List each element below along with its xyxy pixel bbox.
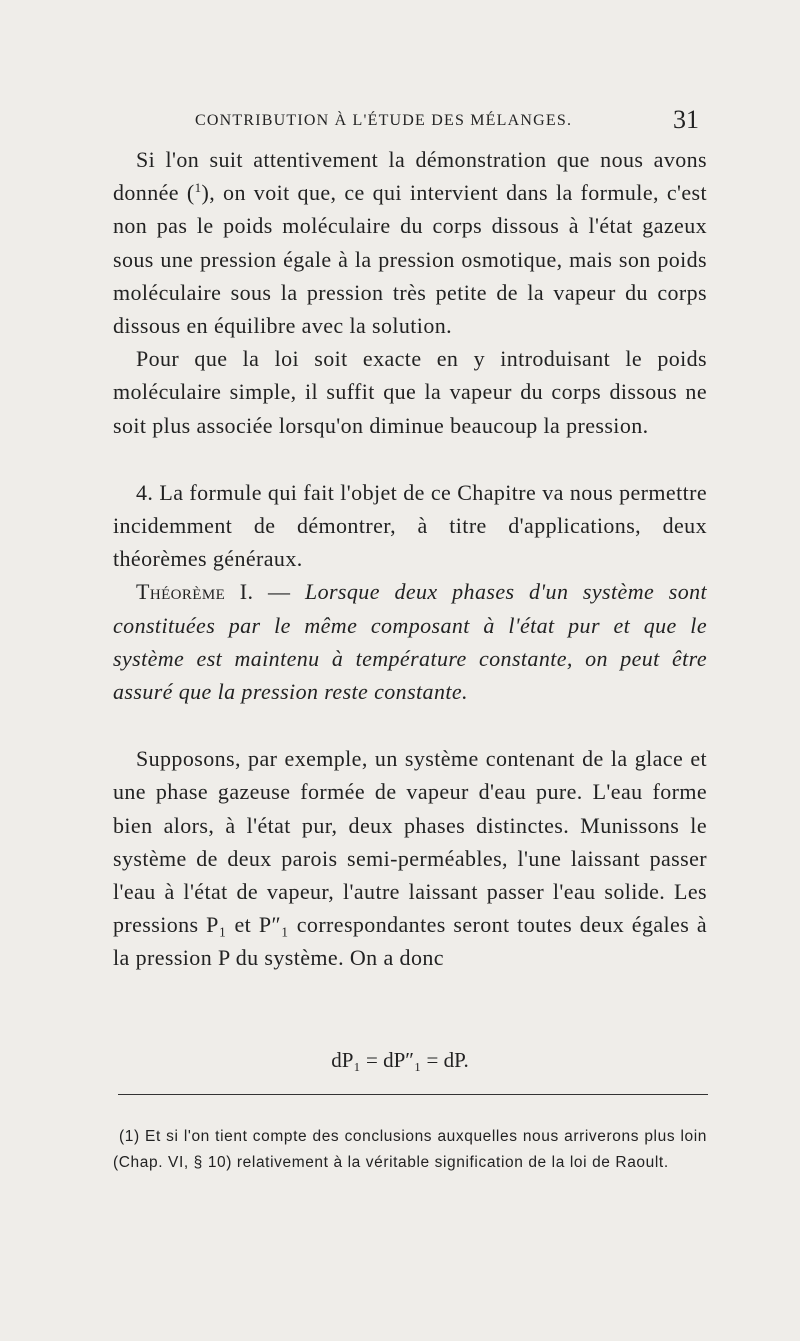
footnote: [113, 1124, 707, 1176]
equation: dP₁ = dP″₁ = dP.: [331, 1048, 469, 1072]
body-text: [113, 143, 707, 975]
paragraph-2: Pour que la loi soit exacte en y introduisant le poids moléculaire simple, il suffit que la vapeur du corps dissous ne soit plus associée lorsqu'on diminue beaucoup la pression.: [113, 346, 707, 438]
section-gap: [113, 708, 707, 742]
page-number: 31: [673, 105, 699, 134]
footnote-text: Et si l'on tient compte des conclusions auxquelles nous arriverons plus loin (Chap. VI, § 10) relativement à la véritable signification de la loi de Raoult.: [113, 1128, 707, 1171]
theorem-1: [113, 575, 707, 708]
footnote-marker: (1): [119, 1128, 140, 1145]
paragraph-5: Supposons, par exemple, un système contenant de la glace et une phase gazeuse formée de vapeur d'eau pure. L'eau forme bien alors, à l'état pur, deux phases distinctes. Munissons le système de deux parois semi-perméables, l'une laissant passer l'eau à l'état de vapeur, l'autre laissant passer l'eau solide. Les pressions P₁ et P″₁ correspondantes seront toutes deux égales à la pression P du système. On a donc: [113, 746, 707, 971]
theorem-statement: Lorsque deux phases d'un système sont constituées par le même composant à l'état pur et que le système est maintenu à température constante, on peut être assuré que la pression reste constante.: [113, 579, 708, 705]
section-gap: [113, 442, 707, 476]
footnote-reference: 1: [194, 180, 202, 196]
paragraph-1-text-b: ), on voit que, ce qui intervient dans la formule, c'est non pas le poids moléculaire du corps dissous à l'état gazeux sous une pression égale à la pression osmotique, mais son poids moléculaire sous la pression très petite de la vapeur du corps dissous en équilibre avec la solution.: [113, 180, 707, 339]
footnote-rule: [118, 1094, 708, 1095]
paragraph-3: 4. La formule qui fait l'objet de ce Chapitre va nous permettre incidemment de démontrer, à titre d'applications, deux théorèmes généraux.: [113, 479, 707, 572]
theorem-label: Théorème I.: [136, 579, 254, 605]
paragraph-1-text-a: Si l'on suit attentivement la démonstration que nous avons donnée (: [113, 147, 707, 206]
paragraph-1: [113, 143, 707, 342]
page-header: [0, 105, 800, 140]
theorem-dash: —: [253, 579, 305, 605]
running-title: CONTRIBUTION À L'ÉTUDE DES MÉLANGES.: [195, 112, 573, 129]
